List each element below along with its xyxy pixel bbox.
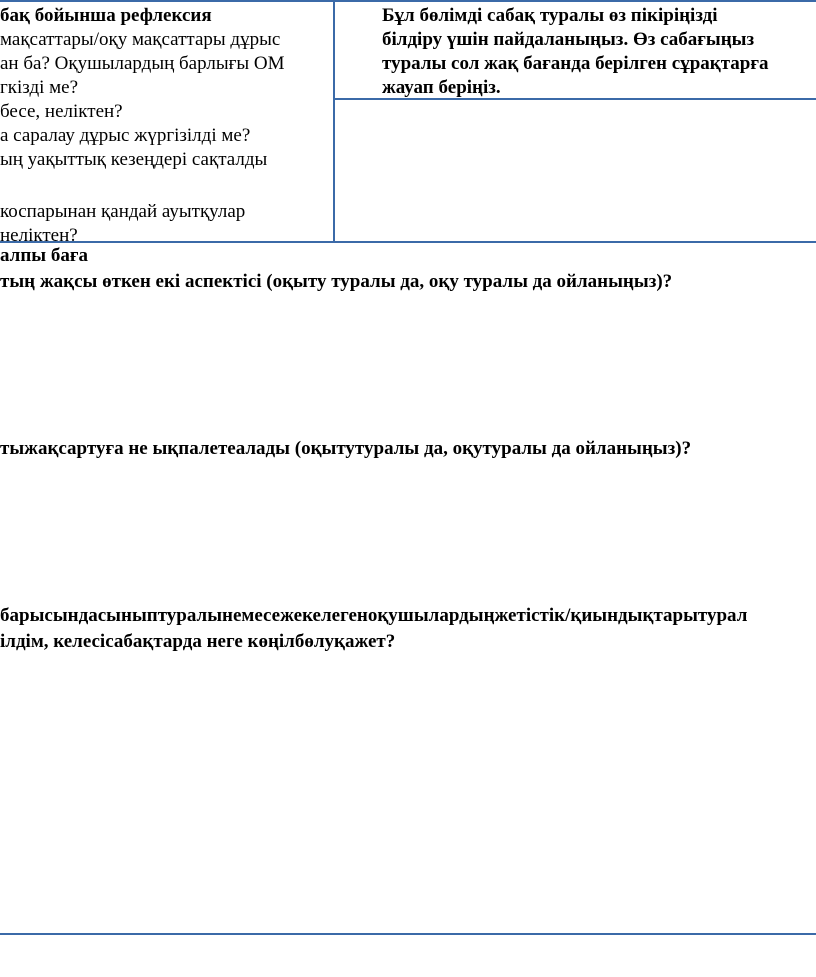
summary-question-2: тыжақсартуға не ықпалетеалады (оқытутуралы да, оқутуралы да ойланыңыз)?: [0, 438, 692, 459]
bottom-border: [0, 933, 816, 935]
reflection-instruction: [382, 4, 802, 100]
column-divider: [333, 0, 335, 243]
reflection-line: ың уақыттық кезеңдері сақталды: [0, 149, 268, 170]
reflection-line: неліктен?: [0, 225, 78, 246]
summary-heading: алпы баға: [0, 245, 88, 266]
instruction-line: туралы сол жақ бағанда берілген сұрақтарға: [382, 53, 769, 74]
reflection-line: бесе, неліктен?: [0, 101, 123, 122]
reflection-questions: [0, 4, 330, 248]
instruction-line: білдіру үшін пайдаланыңыз. Өз сабағыңыз: [382, 29, 755, 50]
top-border: [0, 0, 816, 2]
summary-question-1: тың жақсы өткен екі аспектісі (оқыту туралы да, оқу туралы да ойланыңыз)?: [0, 271, 673, 292]
summary-question-3-line-1: барысындасыныптуралынемесежекелегеноқушылардыңжетістік/қиындықтарытурал: [0, 605, 748, 626]
summary-question-3-line-2: ілдім, келесісабақтарда неге көңілбөлуқажет?: [0, 631, 396, 652]
reflection-line: [0, 172, 330, 196]
reflection-line: мақсаттары/оқу мақсаттары дұрыс: [0, 29, 281, 50]
instruction-line: Бұл бөлімді сабақ туралы өз пікіріңізді: [382, 5, 718, 26]
reflection-line: коспарынан қандай ауытқулар: [0, 201, 246, 222]
reflection-heading: бақ бойынша рефлексия: [0, 5, 212, 26]
reflection-line: а саралау дұрыс жүргізілді ме?: [0, 125, 251, 146]
reflection-line: ан ба? Оқушылардың барлығы ОМ: [0, 53, 285, 74]
instruction-line: жауап беріңіз.: [382, 77, 501, 98]
reflection-line: гкізді ме?: [0, 77, 79, 98]
